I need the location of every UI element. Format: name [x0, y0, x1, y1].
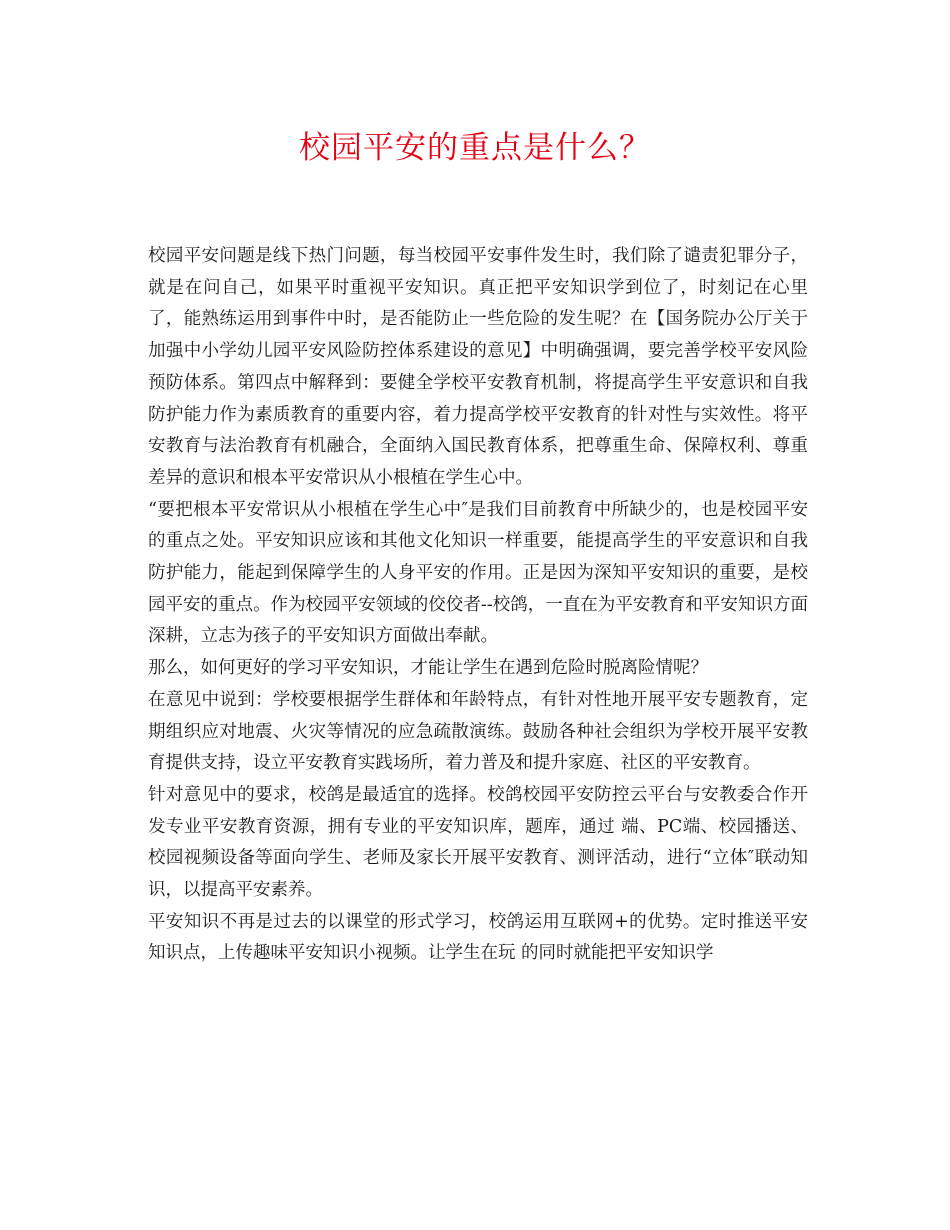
document-body [148, 241, 808, 970]
document-title: 校园平安的重点是什么？ [299, 130, 651, 166]
paragraph-2: “要把根本平安常识从小根植在学生心中″是我们目前教育中所缺少的，也是校园平安的重点之处。平安知识应该和其他文化知识一样重要，能提高学生的平安意识和自我防护能力，能起到保障学生的人身平安的作用。正是因为深知平安知识的重要，是校园平安的重点。作为校园平安领域的佼佼者--校鸽，一直在为平安教育和平安知识方面深耕，立志为孩子的平安知识方面做出奉献。 [148, 499, 808, 647]
paragraph-3: 那么，如何更好的学习平安知识，才能让学生在遇到危险时脱离险情呢？ [148, 658, 708, 679]
paragraph-1: 校园平安问题是线下热门问题，每当校园平安事件发生时，我们除了谴责犯罪分子，就是在问自己，如果平时重视平安知识。真正把平安知识学到位了，时刻记在心里了，能熟练运用到事件中时，是否能防止一些危险的发生呢？在【国务院办公厅关于加强中小学幼儿园平安风险防控体系建设的意见】中明确强调，要完善学校平安风险预防体系。第四点中解释到：要健全学校平安教育机制，将提高学生平安意识和自我防护能力作为素质教育的重要内容，着力提高学校平安教育的针对性与实效性。将平安教育与法治教育有机融合，全面纳入国民教育体系，把尊重生命、保障权利、尊重差异的意识和根本平安常识从小根植在学生心中。 [148, 246, 808, 488]
paragraph-6: 平安知识不再是过去的以课堂的形式学习，校鸽运用互联网+的优势。定时推送平安知识点，上传趣味平安知识小视频。让学生在玩 的同时就能把平安知识学 [148, 911, 808, 964]
paragraph-5: 针对意见中的要求，校鸽是最适宜的选择。校鸽校园平安防控云平台与安教委合作开发专业平安教育资源，拥有专业的平安知识库，题库，通过 端、PC端、校园播送、校园视频设备等面向学生、老师及家长开展平安教育、测评活动，进行“立体″联动知识，以提高平安素养。 [148, 784, 808, 901]
paragraph-4: 在意见中说到：学校要根据学生群体和年龄特点，有针对性地开展平安专题教育，定期组织应对地震、火灾等情况的应急疏散演练。鼓励各种社会组织为学校开展平安教育提供支持，设立平安教育实践场所，着力普及和提升家庭、社区的平安教育。 [148, 689, 808, 774]
